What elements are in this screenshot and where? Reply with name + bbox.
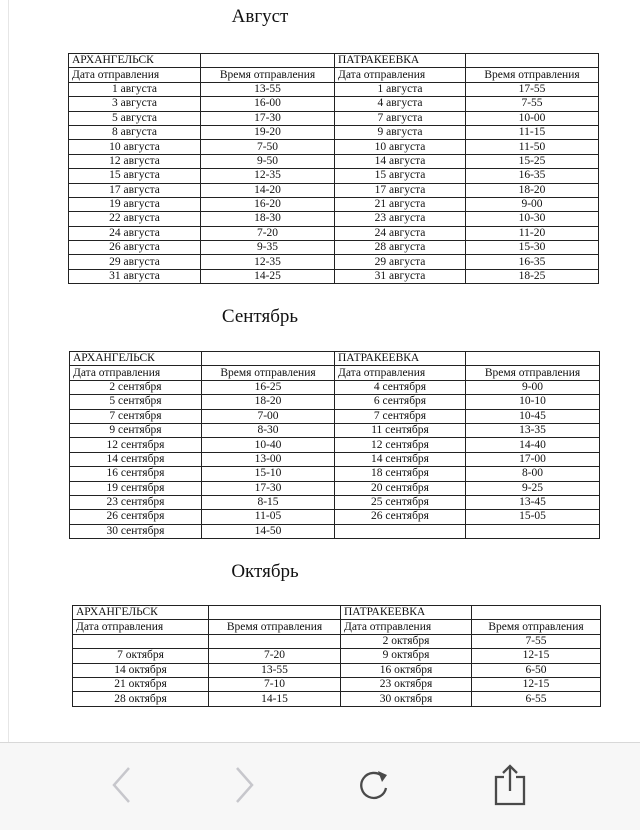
column-header-date: Дата отправления — [73, 620, 209, 634]
departure-date: 2 октября — [341, 634, 472, 648]
column-header-date: Дата отправления — [335, 366, 466, 380]
departure-city-left: АРХАНГЕЛЬСК — [73, 606, 209, 620]
departure-date: 21 августа — [335, 197, 466, 211]
table-row — [69, 241, 599, 255]
departure-date — [73, 634, 209, 648]
column-header-date: Дата отправления — [335, 68, 466, 82]
departure-date: 30 октября — [341, 692, 472, 706]
departure-date: 17 августа — [69, 183, 201, 197]
departure-date: 16 октября — [341, 663, 472, 677]
departure-date: 28 октября — [73, 692, 209, 706]
departure-time: 9-25 — [466, 481, 600, 495]
departure-time: 13-35 — [466, 423, 600, 437]
table-row — [70, 467, 600, 481]
departure-date: 12 сентября — [70, 438, 202, 452]
departure-time: 12-35 — [201, 169, 335, 183]
departure-date: 23 сентября — [70, 495, 202, 509]
column-header-row — [69, 68, 599, 82]
column-header-date: Дата отправления — [69, 68, 201, 82]
table-row — [69, 183, 599, 197]
departure-date: 19 сентября — [70, 481, 202, 495]
table-row — [73, 677, 601, 691]
column-header-date: Дата отправления — [341, 620, 472, 634]
departure-date: 29 августа — [69, 255, 201, 269]
departure-time: 7-55 — [466, 97, 599, 111]
departure-time: 8-30 — [202, 423, 335, 437]
table-row — [69, 255, 599, 269]
table-row — [70, 380, 600, 394]
city-header-row — [73, 606, 601, 620]
empty-header-cell — [209, 606, 341, 620]
table-row — [70, 452, 600, 466]
empty-header-cell — [201, 54, 335, 68]
departure-time: 13-55 — [209, 663, 341, 677]
departure-date: 26 сентября — [335, 510, 466, 524]
departure-time: 14-25 — [201, 269, 335, 283]
share-icon — [490, 763, 530, 807]
departure-date: 8 августа — [69, 125, 201, 139]
departure-time: 10-40 — [202, 438, 335, 452]
departure-date: 24 августа — [335, 226, 466, 240]
table-row — [69, 97, 599, 111]
departure-date: 15 августа — [335, 169, 466, 183]
departure-time: 7-20 — [201, 226, 335, 240]
column-header-time: Время отправления — [472, 620, 601, 634]
departure-time: 9-00 — [466, 197, 599, 211]
departure-date: 23 октября — [341, 677, 472, 691]
departure-date: 23 августа — [335, 212, 466, 226]
departure-time: 18-30 — [201, 212, 335, 226]
departure-time: 17-30 — [201, 111, 335, 125]
departure-date: 4 августа — [335, 97, 466, 111]
departure-time: 19-20 — [201, 125, 335, 139]
departure-date: 31 августа — [69, 269, 201, 283]
departure-time: 12-35 — [201, 255, 335, 269]
departure-date: 7 сентября — [70, 409, 202, 423]
departure-time: 6-55 — [472, 692, 601, 706]
departure-time: 17-55 — [466, 82, 599, 96]
table-row — [69, 197, 599, 211]
departure-time: 16-20 — [201, 197, 335, 211]
departure-time: 11-05 — [202, 510, 335, 524]
month-title-september: Сентябрь — [221, 306, 299, 327]
departure-time: 14-20 — [201, 183, 335, 197]
table-row — [69, 212, 599, 226]
departure-time: 11-20 — [466, 226, 599, 240]
departure-city-left: АРХАНГЕЛЬСК — [70, 352, 202, 366]
empty-header-cell — [466, 54, 599, 68]
schedule-table-september — [69, 351, 600, 539]
table-row — [69, 269, 599, 283]
column-header-time: Время отправления — [202, 366, 335, 380]
column-header-time: Время отправления — [209, 620, 341, 634]
table-row — [70, 510, 600, 524]
column-header-row — [70, 366, 600, 380]
table-row — [70, 438, 600, 452]
departure-time: 7-50 — [201, 140, 335, 154]
departure-time — [209, 634, 341, 648]
schedule-table-august — [68, 53, 599, 284]
departure-time: 13-45 — [466, 495, 600, 509]
departure-time: 13-00 — [202, 452, 335, 466]
departure-time: 10-30 — [466, 212, 599, 226]
month-title-august: Август — [231, 6, 289, 27]
column-header-time: Время отправления — [466, 366, 600, 380]
empty-header-cell — [466, 352, 600, 366]
departure-time: 14-40 — [466, 438, 600, 452]
departure-date: 31 августа — [335, 269, 466, 283]
chevron-left-icon — [109, 765, 135, 805]
departure-time: 9-35 — [201, 241, 335, 255]
departure-time: 15-10 — [202, 467, 335, 481]
departure-city-right: ПАТРАКЕЕВКА — [335, 352, 466, 366]
column-header-row — [73, 620, 601, 634]
departure-time: 16-00 — [201, 97, 335, 111]
departure-time — [466, 524, 600, 538]
departure-date: 16 сентября — [70, 467, 202, 481]
table-row — [70, 409, 600, 423]
empty-header-cell — [202, 352, 335, 366]
departure-date: 12 августа — [69, 154, 201, 168]
departure-time: 15-05 — [466, 510, 600, 524]
departure-date: 29 августа — [335, 255, 466, 269]
departure-time: 14-50 — [202, 524, 335, 538]
departure-time: 7-55 — [472, 634, 601, 648]
departure-date — [335, 524, 466, 538]
table-row — [69, 154, 599, 168]
city-header-row — [69, 54, 599, 68]
departure-time: 14-15 — [209, 692, 341, 706]
departure-time: 8-15 — [202, 495, 335, 509]
departure-date: 4 сентября — [335, 380, 466, 394]
departure-time: 6-50 — [472, 663, 601, 677]
table-row — [73, 692, 601, 706]
departure-date: 6 сентября — [335, 395, 466, 409]
departure-date: 26 сентября — [70, 510, 202, 524]
departure-time: 15-30 — [466, 241, 599, 255]
departure-date: 30 сентября — [70, 524, 202, 538]
table-row — [69, 125, 599, 139]
city-header-row — [70, 352, 600, 366]
table-row — [69, 226, 599, 240]
departure-date: 11 сентября — [335, 423, 466, 437]
departure-date: 17 августа — [335, 183, 466, 197]
departure-date: 5 сентября — [70, 395, 202, 409]
departure-time: 7-10 — [209, 677, 341, 691]
departure-time: 15-25 — [466, 154, 599, 168]
departure-date: 15 августа — [69, 169, 201, 183]
departure-date: 10 августа — [335, 140, 466, 154]
departure-time: 9-00 — [466, 380, 600, 394]
table-row — [70, 423, 600, 437]
table-row — [70, 395, 600, 409]
departure-date: 9 августа — [335, 125, 466, 139]
departure-time: 17-30 — [202, 481, 335, 495]
departure-time: 11-15 — [466, 125, 599, 139]
departure-time: 7-00 — [202, 409, 335, 423]
departure-time: 13-55 — [201, 82, 335, 96]
departure-city-right: ПАТРАКЕЕВКА — [341, 606, 472, 620]
table-row — [69, 169, 599, 183]
departure-date: 20 сентября — [335, 481, 466, 495]
departure-date: 9 октября — [341, 649, 472, 663]
departure-date: 14 августа — [335, 154, 466, 168]
departure-time: 18-20 — [466, 183, 599, 197]
departure-time: 16-35 — [466, 255, 599, 269]
departure-date: 14 октября — [73, 663, 209, 677]
share-button[interactable] — [488, 763, 532, 807]
empty-header-cell — [472, 606, 601, 620]
departure-time: 12-15 — [472, 677, 601, 691]
departure-date: 21 октября — [73, 677, 209, 691]
table-row — [69, 82, 599, 96]
departure-time: 12-15 — [472, 649, 601, 663]
page-edge — [8, 0, 9, 742]
chevron-right-icon — [231, 765, 257, 805]
table-row — [69, 111, 599, 125]
departure-date: 7 сентября — [335, 409, 466, 423]
departure-date: 28 августа — [335, 241, 466, 255]
back-button[interactable] — [100, 763, 144, 807]
table-row — [73, 634, 601, 648]
departure-date: 14 сентября — [70, 452, 202, 466]
departure-time: 10-45 — [466, 409, 600, 423]
departure-city-right: ПАТРАКЕЕВКА — [335, 54, 466, 68]
departure-time: 10-10 — [466, 395, 600, 409]
departure-time: 7-20 — [209, 649, 341, 663]
departure-time: 18-20 — [202, 395, 335, 409]
departure-date: 26 августа — [69, 241, 201, 255]
month-title-october: Октябрь — [231, 561, 299, 582]
departure-date: 14 сентября — [335, 452, 466, 466]
departure-date: 5 августа — [69, 111, 201, 125]
column-header-time: Время отправления — [201, 68, 335, 82]
table-row — [70, 481, 600, 495]
departure-date: 7 октября — [73, 649, 209, 663]
reload-button[interactable] — [352, 763, 396, 807]
table-row — [70, 524, 600, 538]
column-header-date: Дата отправления — [70, 366, 202, 380]
table-row — [70, 495, 600, 509]
departure-time: 10-00 — [466, 111, 599, 125]
departure-city-left: АРХАНГЕЛЬСК — [69, 54, 201, 68]
forward-button[interactable] — [222, 763, 266, 807]
reload-icon — [354, 765, 394, 805]
table-row — [73, 663, 601, 677]
departure-time: 8-00 — [466, 467, 600, 481]
departure-date: 19 августа — [69, 197, 201, 211]
departure-time: 11-50 — [466, 140, 599, 154]
departure-date: 10 августа — [69, 140, 201, 154]
departure-date: 1 августа — [335, 82, 466, 96]
departure-date: 12 сентября — [335, 438, 466, 452]
departure-date: 18 сентября — [335, 467, 466, 481]
departure-date: 7 августа — [335, 111, 466, 125]
departure-date: 24 августа — [69, 226, 201, 240]
departure-date: 2 сентября — [70, 380, 202, 394]
table-row — [73, 649, 601, 663]
departure-date: 9 сентября — [70, 423, 202, 437]
departure-time: 9-50 — [201, 154, 335, 168]
departure-time: 16-25 — [202, 380, 335, 394]
departure-date: 22 августа — [69, 212, 201, 226]
departure-date: 25 сентября — [335, 495, 466, 509]
column-header-time: Время отправления — [466, 68, 599, 82]
departure-date: 1 августа — [69, 82, 201, 96]
departure-date: 3 августа — [69, 97, 201, 111]
departure-time: 16-35 — [466, 169, 599, 183]
browser-toolbar — [0, 742, 640, 830]
departure-time: 18-25 — [466, 269, 599, 283]
table-row — [69, 140, 599, 154]
departure-time: 17-00 — [466, 452, 600, 466]
schedule-table-october — [72, 605, 601, 707]
